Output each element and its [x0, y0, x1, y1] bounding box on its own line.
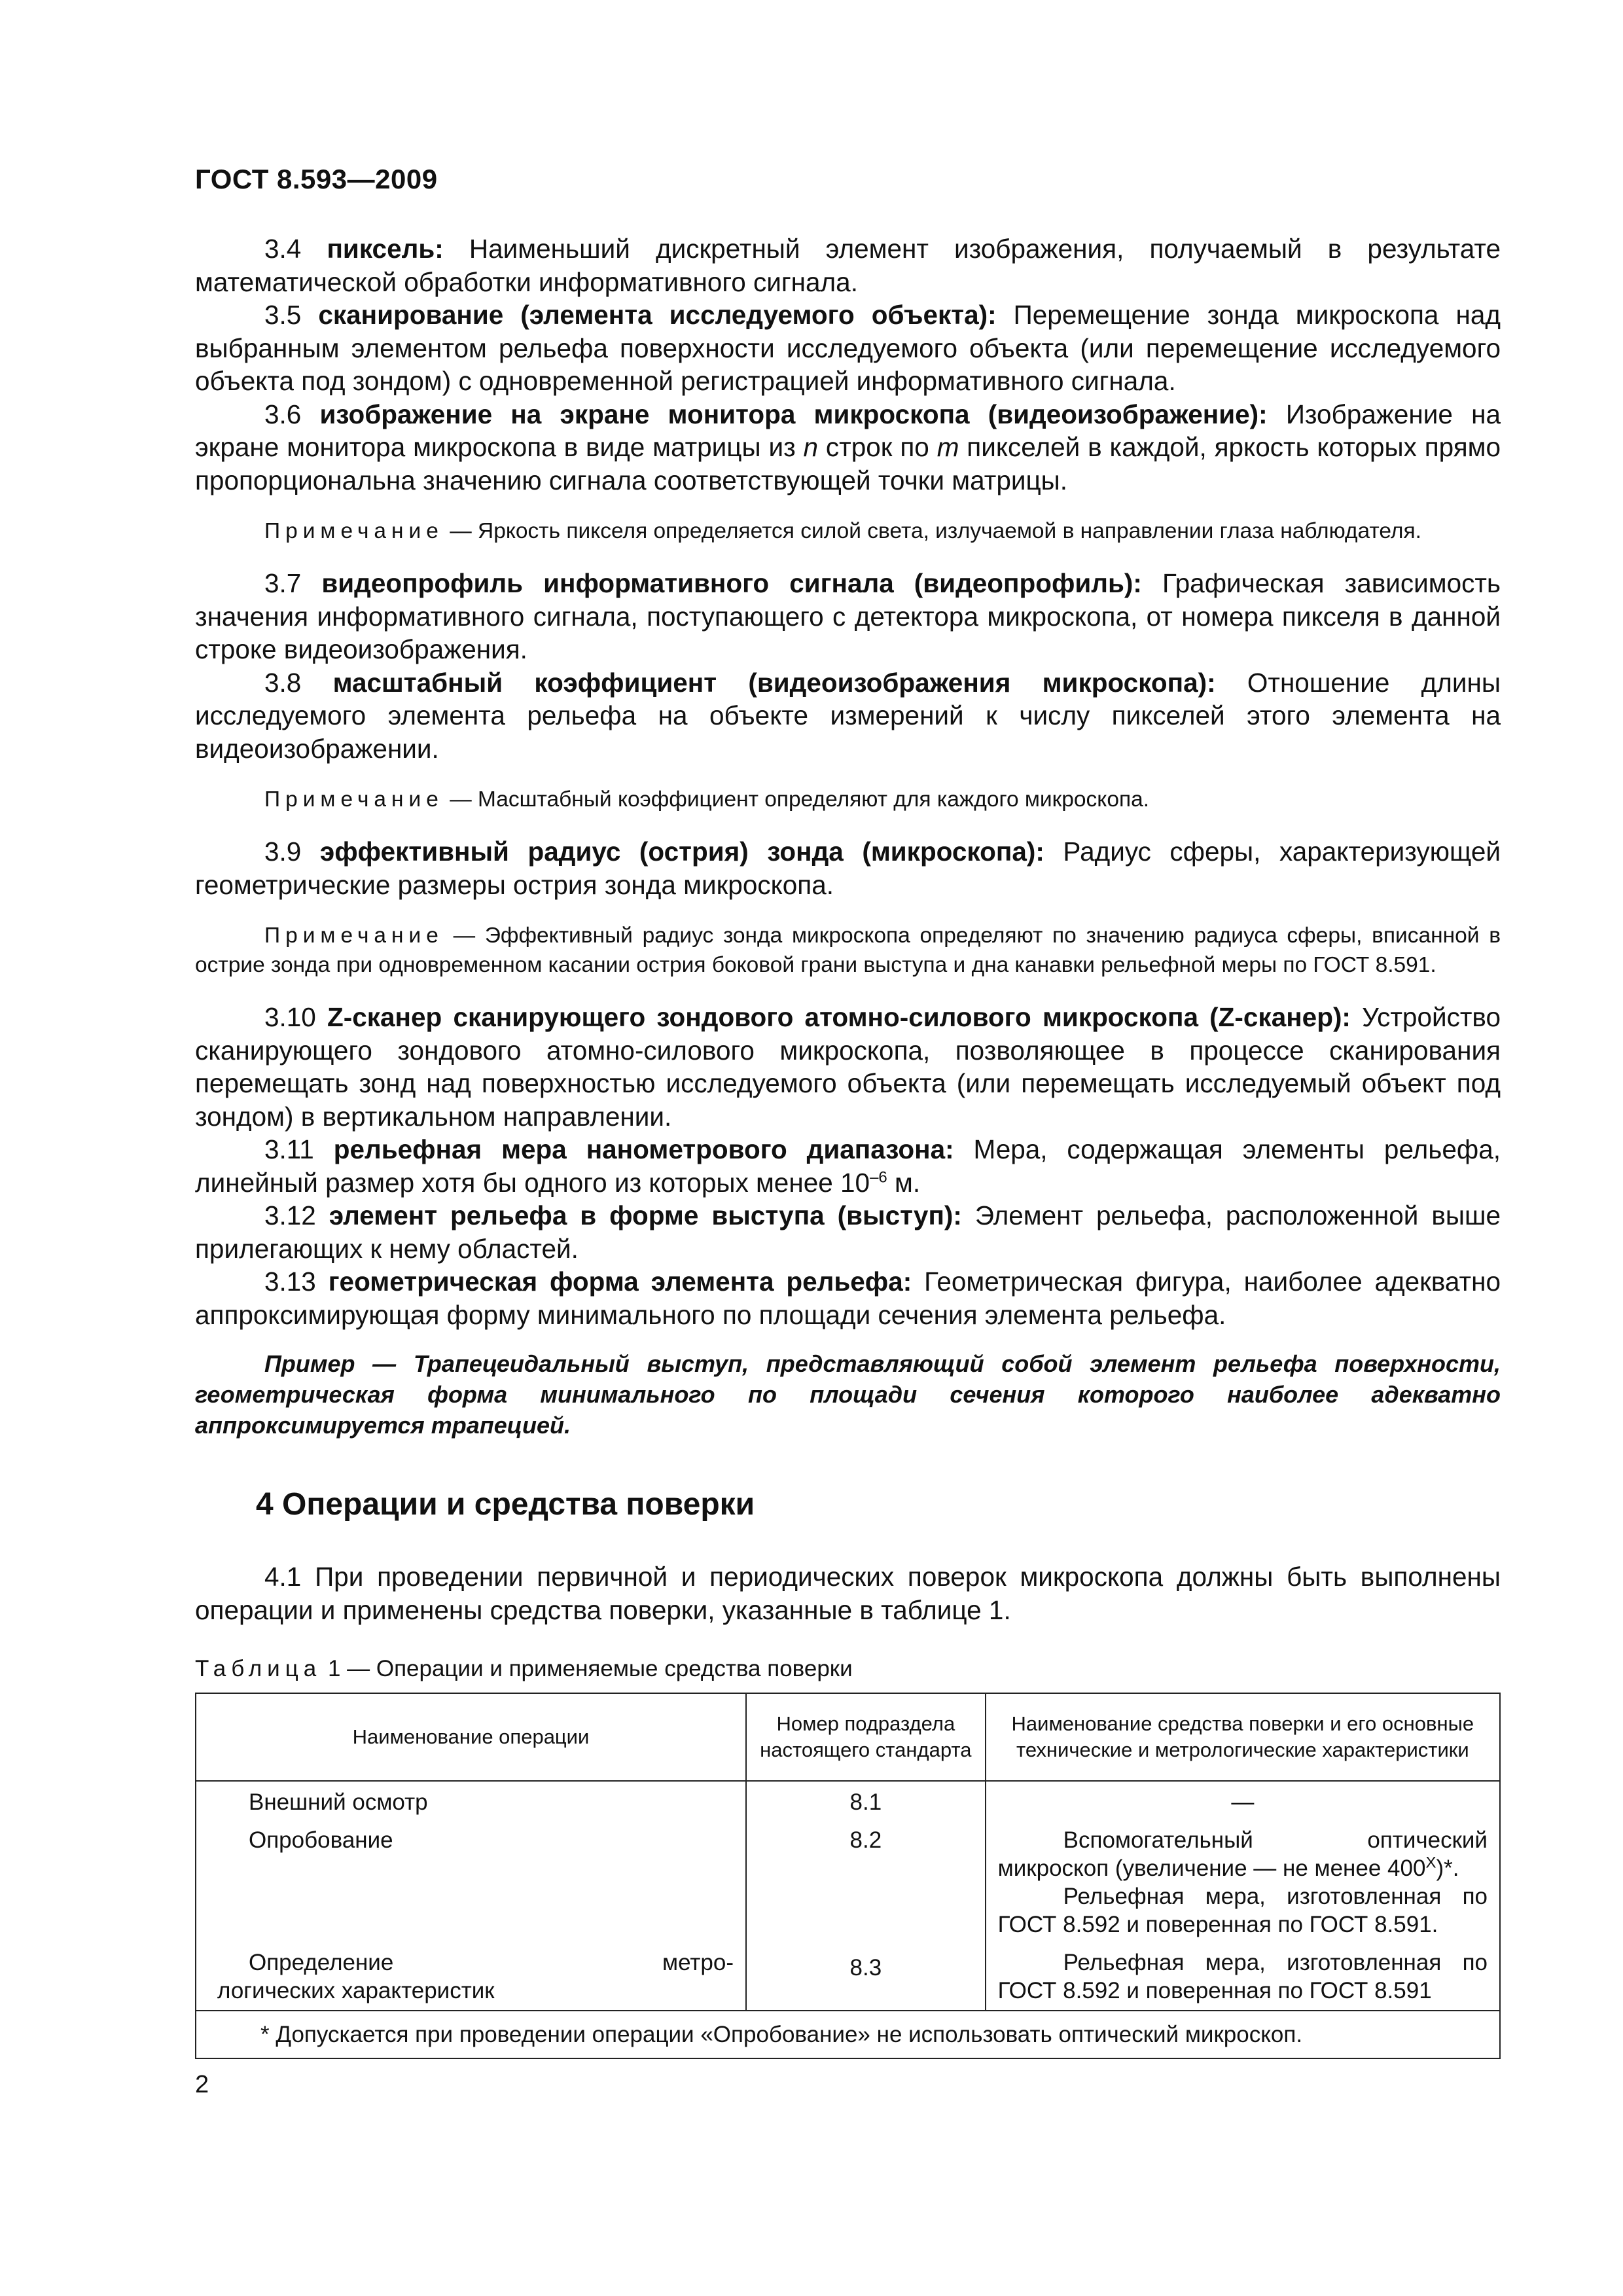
term-definition: Наименьший дискретный элемент изображения, получаемый в результате математической обработки информативного сигнала.	[195, 234, 1501, 297]
term-definition: Отношение длины исследуемого элемента рельефа на объекте измерений к числу пикселей этого элемента на видеоизображении.	[195, 667, 1501, 764]
term-3-6: 3.6 изображение на экране монитора микроскопа (видеоизображение): Изображение на экране монитора микроскопа в виде матрицы из n строк по m пикселей в каждой, яркость которых прямо пропорциональна значению сигнала соответствующей точки матрицы.	[195, 399, 1501, 495]
term-title: геометрическая форма элемента рельефа:	[328, 1266, 912, 1297]
term-title: пиксель:	[327, 234, 444, 264]
term-title: Z-сканер сканирующего зондового атомно-силового микроскопа (Z-сканер):	[327, 1002, 1351, 1032]
term-3-5: 3.5 сканирование (элемента исследуемого объекта): Перемещение зонда микроскопа над выбранным элементом рельефа поверхности исследуемого объекта (или перемещение исследуемого объекта под зондом) с одновременной регистрацией информативного сигнала.	[195, 300, 1501, 396]
cell-operation: Внешний осмотр	[196, 1781, 746, 1817]
term-title: видеопрофиль информативного сигнала (видеопрофиль):	[321, 568, 1142, 598]
cell-subsection: 8.2	[746, 1817, 986, 1939]
term-definition: Геометрическая фигура, наиболее адекватно аппроксимирующая форму минимального по площади сечения элемента рельефа.	[195, 1266, 1501, 1330]
note-probe-radius: Примечание — Эффективный радиус зонда микроскопа определяют по значению радиуса сферы, вписанной в острие зонда при одновременном касании острия боковой грани выступа и дна канавки рельефной меры по ГОСТ 8.591.	[195, 924, 1501, 977]
term-title: масштабный коэффициент (видеоизображения микроскопа):	[332, 667, 1216, 698]
header-tools: Наименование средства поверки и его основные технические и метрологические характеристики	[986, 1693, 1500, 1781]
term-3-11: 3.11 рельефная мера нанометрового диапазона: Мера, содержащая элементы рельефа, линейный размер хотя бы одного из которых менее $10^{-6}$ м.	[195, 1134, 1501, 1198]
term-title: элемент рельефа в форме выступа (выступ):	[329, 1200, 962, 1230]
cell-tools: Вспомогательный оптический микроскоп (увеличение — не менее $400^X)*$. Рельефная мера, изготовленная по ГОСТ 8.592 и поверенная по ГОСТ 8.591.	[986, 1817, 1500, 1939]
term-definition: Элемент рельефа, расположенной выше прилегающих к нему областей.	[195, 1200, 1501, 1264]
example-trapezoid: Пример — Трапецеидальный выступ, представляющий собой элемент рельефа поверхности, геометрическая форма минимального по площади сечения которого наиболее адекватно аппроксимируется трапецией.	[195, 1350, 1501, 1439]
term-definition: Устройство сканирующего зондового атомно-силового микроскопа, позволяющее в процессе сканирования перемещать зонд над поверхностью исследуемого объекта (или перемещать исследуемый объект под зондом) в вертикальном направлении.	[195, 1002, 1501, 1132]
page-number: 2	[195, 2071, 209, 2098]
section-title: 4 Операции и средства поверки	[256, 1487, 755, 1522]
cell-operation: Определение метро- логических характеристик	[196, 1939, 746, 2011]
page-header: ГОСТ 8.593—2009	[195, 164, 438, 194]
term-3-8: 3.8 масштабный коэффициент (видеоизображения микроскопа): Отношение длины исследуемого элемента рельефа на объекте измерений к числу пикселей этого элемента на видеоизображении.	[195, 667, 1501, 764]
table-caption: Таблица 1 — Операции и применяемые средства поверки	[195, 1656, 853, 1681]
table-header-row	[196, 1693, 1500, 1781]
table-footnote-row	[196, 2011, 1500, 2058]
term-definition: Графическая зависимость значения информативного сигнала, поступающего с детектора микроскопа, от номера пикселя в данной строке видеоизображения.	[195, 568, 1501, 664]
term-3-4: 3.4 пиксель: Наименьший дискретный элемент изображения, получаемый в результате математической обработки информативного сигнала.	[195, 234, 1501, 297]
term-title: рельефная мера нанометрового диапазона:	[333, 1134, 954, 1164]
note-scale-factor: Примечание — Масштабный коэффициент определяют для каждого микроскопа.	[264, 787, 1150, 812]
term-3-13: 3.13 геометрическая форма элемента рельефа: Геометрическая фигура, наиболее адекватно аппроксимирующая форму минимального по площади сечения элемента рельефа.	[195, 1266, 1501, 1330]
note-brightness: Примечание — Яркость пикселя определяется силой света, излучаемой в направлении глаза наблюдателя.	[264, 519, 1421, 543]
table-row	[196, 1817, 1500, 1939]
term-title: изображение на экране монитора микроскопа (видеоизображение):	[319, 399, 1268, 429]
page-content	[195, 232, 1501, 2059]
cell-tools: Рельефная мера, изготовленная по ГОСТ 8.592 и поверенная по ГОСТ 8.591	[986, 1939, 1500, 2011]
term-title: сканирование (элемента исследуемого объекта):	[318, 300, 997, 330]
cell-subsection: 8.3	[746, 1939, 986, 2011]
cell-operation: Опробование	[196, 1817, 746, 1939]
table-footnote: * Допускается при проведении операции «Опробование» не использовать оптический микроскоп.	[196, 2011, 1500, 2058]
cell-tools: —	[986, 1781, 1500, 1817]
term-title: эффективный радиус (острия) зонда (микроскопа):	[319, 836, 1044, 867]
term-definition: Радиус сферы, характеризующей геометрические размеры острия зонда микроскопа.	[195, 836, 1501, 900]
table-row	[196, 1781, 1500, 1817]
term-3-10: 3.10 Z-сканер сканирующего зондового атомно-силового микроскопа (Z-сканер): Устройство сканирующего зондового атомно-силового микроскопа, позволяющее в процессе сканирования перемещать зонд над поверхностью исследуемого объекта (или перемещать исследуемый объект под зондом) в вертикальном направлении.	[195, 1002, 1501, 1132]
paragraph-4-1: 4.1 При проведении первичной и периодических поверок микроскопа должны быть выполнены операции и применены средства поверки, указанные в таблице 1.	[195, 1562, 1501, 1625]
table-row	[196, 1939, 1500, 2011]
term-3-9: 3.9 эффективный радиус (острия) зонда (микроскопа): Радиус сферы, характеризующей геометрические размеры острия зонда микроскопа.	[195, 836, 1501, 900]
header-operation: Наименование операции	[196, 1693, 746, 1781]
cell-subsection: 8.1	[746, 1781, 986, 1817]
operations-table	[195, 1693, 1501, 2059]
term-definition: Перемещение зонда микроскопа над выбранным элементом рельефа поверхности исследуемого объекта (или перемещение исследуемого объекта под зондом) с одновременной регистрацией информативного сигнала.	[195, 300, 1501, 396]
term-3-7: 3.7 видеопрофиль информативного сигнала (видеопрофиль): Графическая зависимость значения информативного сигнала, поступающего с детектора микроскопа, от номера пикселя в данной строке видеоизображения.	[195, 568, 1501, 664]
header-subsection: Номер подраздела настоящего стандарта	[746, 1693, 986, 1781]
term-3-12: 3.12 элемент рельефа в форме выступа (выступ): Элемент рельефа, расположенной выше прилегающих к нему областей.	[195, 1200, 1501, 1264]
